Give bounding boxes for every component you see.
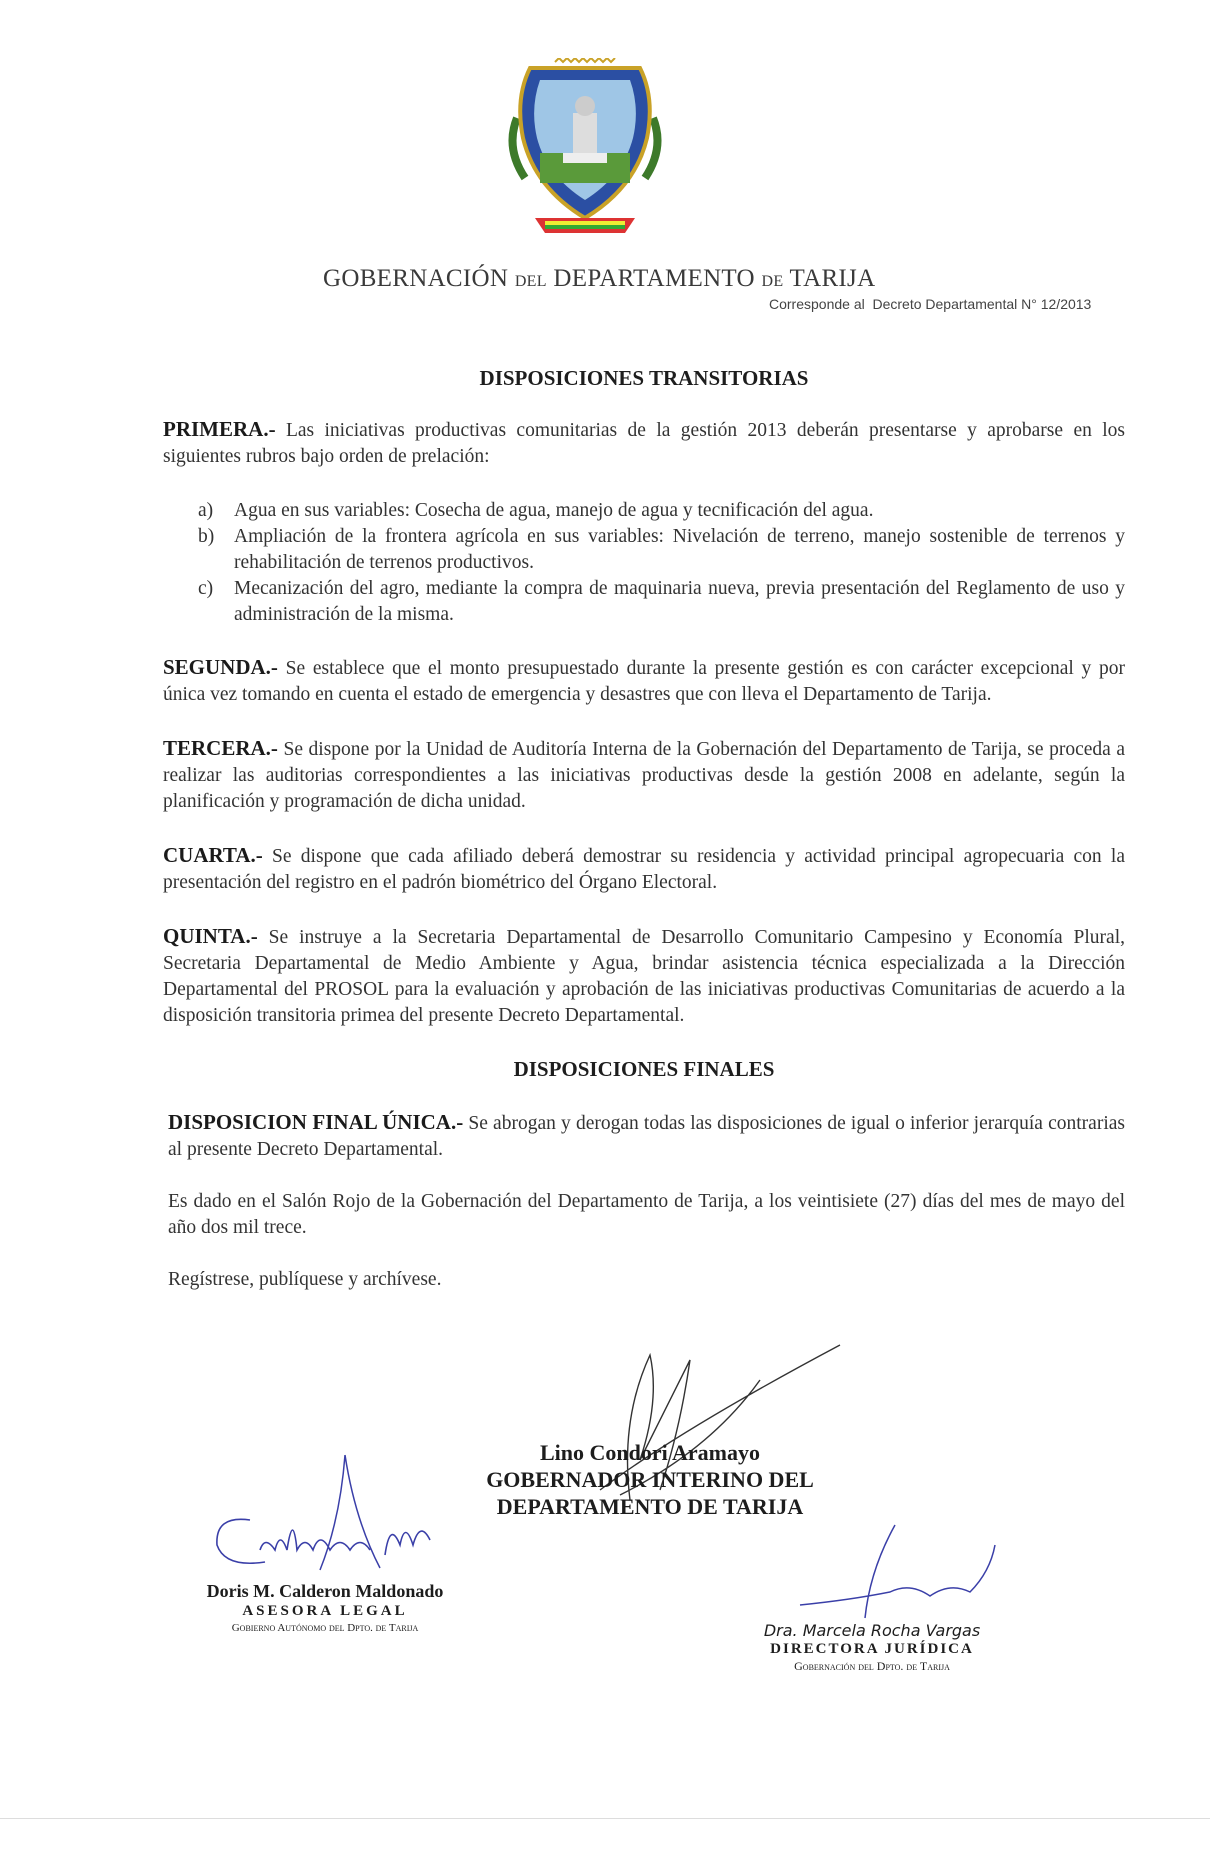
governor-signature-block — [440, 1439, 860, 1520]
title-word: TARIJA — [789, 265, 876, 292]
paragraph-final-unica — [163, 1109, 1125, 1163]
page-bottom-line — [0, 1818, 1210, 1819]
item-key: b) — [198, 526, 215, 547]
primera-list — [163, 498, 1125, 628]
clause-label: SEGUNDA.- — [163, 655, 278, 679]
governor-title: DEPARTAMENTO DE TARIJA — [496, 1494, 804, 1519]
clause-text: Se instruye a la Secretaria Departamental de Desarrollo Comunitario Campesino y Economía Plural, Secretaria Departamental de Medio Ambiente y Agua, brindar asistencia técnica especializada a la Dirección Departamental del PROSOL para la evaluación y aprobación de las iniciativas productivas Comunitarias de acuerdo a la disposición transitoria primea del presente Decreto Departamental. — [163, 927, 1125, 1026]
document-header-title — [323, 264, 875, 296]
section-heading-transitorias: DISPOSICIONES TRANSITORIAS — [479, 366, 809, 390]
paragraph-primera — [163, 416, 1125, 470]
document-body — [163, 365, 1125, 1293]
coat-of-arms-logo — [495, 58, 675, 244]
paragraph-segunda — [163, 654, 1125, 708]
title-word: DEPARTAMENTO — [553, 265, 755, 292]
decree-reference: Corresponde al Decreto Departamental N° 12/2013 — [769, 296, 1092, 312]
section-heading-finales: DISPOSICIONES FINALES — [513, 1057, 775, 1081]
clause-label: CUARTA.- — [163, 843, 263, 867]
paragraph-dado: Es dado en el Salón Rojo de la Gobernación del Departamento de Tarija, a los veintisiete (27) días del mes de mayo del año dos mil trece. — [168, 1191, 1125, 1238]
list-item — [198, 498, 1125, 524]
item-text: Mecanización del agro, mediante la compra de maquinaria nueva, previa presentación del Reglamento de uso y administración de la misma. — [234, 578, 1125, 625]
item-text: Ampliación de la frontera agrícola en sus variables: Nivelación de terreno, manejo sostenible de terrenos y rehabilitación de terrenos productivos. — [234, 526, 1125, 573]
juridica-title: DIRECTORA JURÍDICA — [770, 1641, 974, 1657]
title-word-small: DEL — [514, 273, 547, 290]
paragraph-quinta — [163, 923, 1125, 1029]
clause-label: DISPOSICION FINAL ÚNICA.- — [168, 1110, 464, 1134]
paragraph-registrese: Regístrese, publíquese y archívese. — [168, 1269, 442, 1290]
title-word: GOBERNACIÓN — [323, 265, 509, 292]
paragraph-cuarta — [163, 842, 1125, 896]
clause-text: Se abrogan y derogan todas las disposiciones de igual o inferior jerarquía contrarias al presente Decreto Departamental. — [168, 1113, 1125, 1160]
legal-advisor-signature-scribble — [205, 1450, 455, 1580]
legal-advisor-signature-block — [200, 1580, 450, 1635]
list-item — [198, 524, 1125, 576]
governor-title: GOBERNADOR INTERINO DEL — [486, 1467, 814, 1492]
item-text: Agua en sus variables: Cosecha de agua, manejo de agua y tecnificación del agua. — [234, 500, 874, 521]
clause-text: Se dispone que cada afiliado deberá demostrar su residencia y actividad principal agropecuaria con la presentación del registro en el padrón biométrico del Órgano Electoral. — [163, 846, 1125, 893]
paragraph-tercera — [163, 735, 1125, 815]
item-key: c) — [198, 578, 214, 599]
clause-label: PRIMERA.- — [163, 417, 276, 441]
clause-text: Se establece que el monto presupuestado durante la presente gestión es con carácter excepcional y por única vez tomando en cuenta el estado de emergencia y desastres que con lleva el Departamento de Tarija. — [163, 658, 1125, 705]
legal-advisor-org: Gobierno Autónomo del Dpto. de Tarija — [231, 1622, 419, 1634]
clause-label: TERCERA.- — [163, 736, 278, 760]
clause-text: Las iniciativas productivas comunitarias de la gestión 2013 deberán presentarse y aprobarse en los siguientes rubros bajo orden de prelación: — [163, 420, 1125, 467]
clause-label: QUINTA.- — [163, 924, 258, 948]
juridica-signature-scribble — [770, 1520, 1010, 1625]
governor-name: Lino Condori Aramayo — [539, 1440, 761, 1465]
list-item — [198, 576, 1125, 628]
juridica-signature-block — [752, 1621, 992, 1674]
juridica-name: Dra. Marcela Rocha Vargas — [763, 1621, 981, 1640]
clause-text: Se dispone por la Unidad de Auditoría Interna de la Gobernación del Departamento de Tarija, se proceda a realizar las auditorias correspondientes a las iniciativas productivas desde la gestión 2008 en adelante, según la planificación y programación de dicha unidad. — [163, 739, 1125, 812]
legal-advisor-title: ASESORA LEGAL — [242, 1603, 408, 1619]
legal-advisor-name: Doris M. Calderon Maldonado — [206, 1581, 444, 1601]
title-word-small: DE — [761, 273, 784, 290]
juridica-org: Gobernación del Dpto. de Tarija — [794, 1659, 950, 1673]
item-key: a) — [198, 500, 214, 521]
